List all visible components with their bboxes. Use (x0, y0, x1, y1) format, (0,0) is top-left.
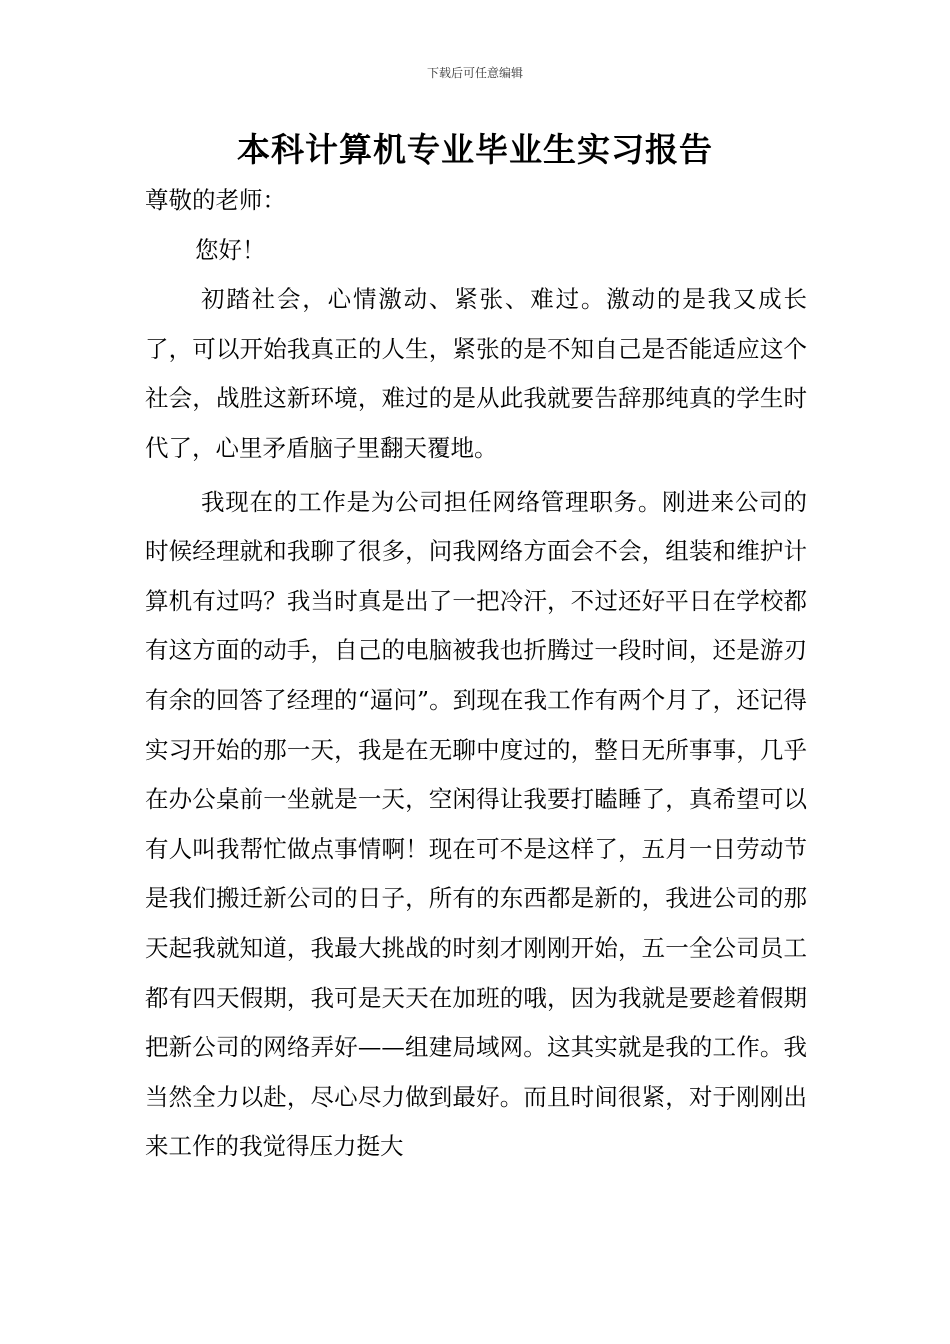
paragraph-1: 初踏社会，心情激动、紧张、难过。激动的是我又成长了，可以开始我真正的人生，紧张的是不知自己是否能适应这个社会，战胜这新环境，难过的是从此我就要告辞那纯真的学生时代了，心里矛盾脑子里翻天覆地。 (145, 285, 807, 462)
document-title: 本科计算机专业毕业生实习报告 (237, 130, 713, 169)
header-note: 下载后可任意编辑 (426, 66, 523, 80)
document-body (145, 176, 807, 1172)
greeting: 您好！ (195, 235, 266, 264)
paragraph-2: 我现在的工作是为公司担任网络管理职务。刚进来公司的时候经理就和我聊了很多，问我网络方面会不会，组装和维护计算机有过吗？我当时真是出了一把冷汗，不过还好平日在学校都有这方面的动手，自己的电脑被我也折腾过一段时间，还是游刃有余的回答了经理的“逼问”。到现在我工作有两个月了，还记得实习开始的那一天，我是在无聊中度过的，整日无所事事，几乎在办公桌前一坐就是一天，空闲得让我要打瞌睡了，真希望可以有人叫我帮忙做点事情啊！现在可不是这样了，五月一日劳动节是我们搬迁新公司的日子，所有的东西都是新的，我进公司的那天起我就知道，我最大挑战的时刻才刚刚开始，五一全公司员工都有四天假期，我可是天天在加班的哦，因为我就是要趁着假期把新公司的网络弄好——组建局域网。这其实就是我的工作。我当然全力以赴，尽心尽力做到最好。而且时间很紧，对于刚刚出来工作的我觉得压力挺大 (145, 487, 807, 1161)
salutation: 尊敬的老师： (145, 186, 286, 214)
